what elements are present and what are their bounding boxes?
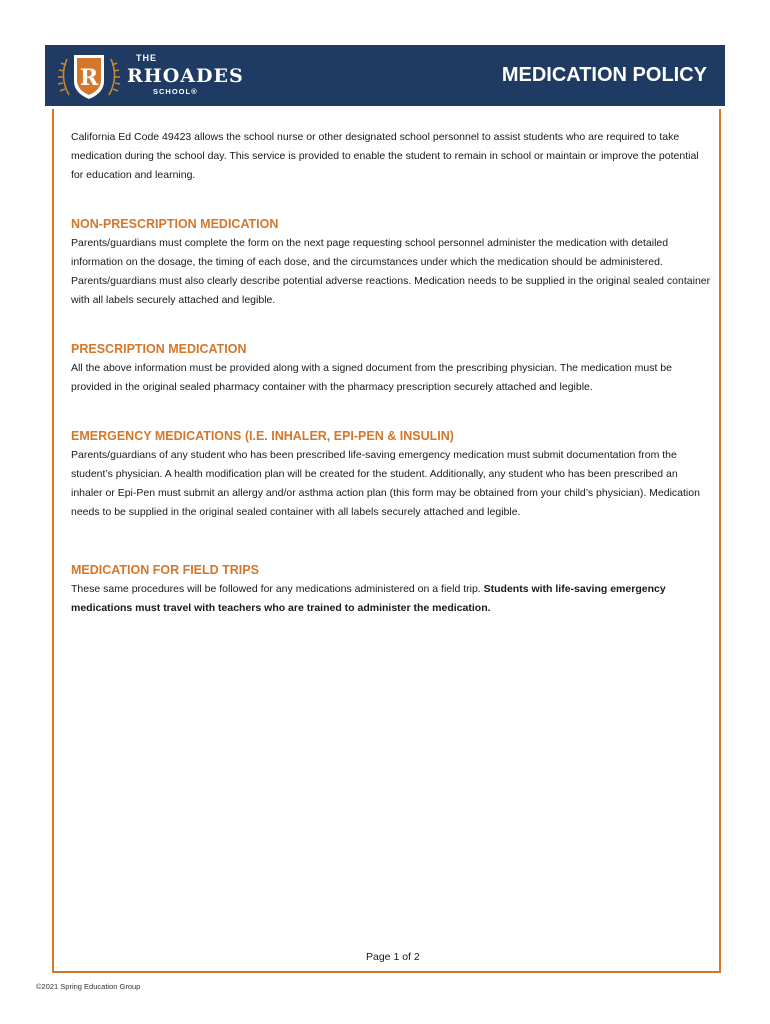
section-body-prescription: All the above information must be provided along with a signed document from the prescribing physician. The medication must be provided in the original sealed pharmacy container with the pharmacy prescription securely attached and legible.	[71, 362, 672, 393]
section-heading-nonprescription: NON-PRESCRIPTION MEDICATION	[71, 217, 279, 231]
logo-letter: R	[79, 65, 99, 91]
footer-copyright: ©2021 Spring Education Group	[36, 982, 141, 991]
logo-the: THE	[136, 53, 157, 63]
logo-name: RHOADES	[127, 65, 244, 87]
section-heading-field-trips: MEDICATION FOR FIELD TRIPS	[71, 563, 259, 577]
section-body-emergency: Parents/guardians of any student who has been prescribed life-saving emergency medication must submit documentation from the student’s physician. A health modification plan will be created for the student. Additionally, any student who has been prescribed an inhaler or Epi-Pen must submit an allergy and/or asthma action plan (this form may be obtained from your child’s physician). Medication needs to be supplied in the original sealed container with all labels securely attached and legible.	[71, 449, 700, 518]
page-header	[45, 45, 725, 106]
intro-paragraph: California Ed Code 49423 allows the school nurse or other designated school personnel to assist students who are required to take medication during the school day. This service is provided to enable the student to remain in school or maintain or improve the potential for education and learning.	[71, 131, 699, 181]
field-trips-text: These same procedures will be followed for any medications administered on a field trip.	[71, 583, 484, 595]
section-heading-emergency: EMERGENCY MEDICATIONS (I.E. INHALER, EPI-PEN & INSULIN)	[71, 429, 454, 443]
logo-school: SCHOOL®	[153, 87, 198, 96]
document-body	[71, 128, 711, 618]
section-body-field-trips	[71, 580, 711, 618]
school-logo	[53, 49, 243, 103]
page-title: MEDICATION POLICY	[501, 64, 707, 86]
page-number: Page 1 of 2	[366, 951, 420, 963]
field-trips-bold-text: Students with life-saving emergency medications must travel with teachers who are trained to administer the medication.	[71, 583, 666, 614]
section-heading-prescription: PRESCRIPTION MEDICATION	[71, 342, 247, 356]
section-body-nonprescription: Parents/guardians must complete the form on the next page requesting school personnel administer the medication with detailed information on the dosage, the timing of each dose, and the circumstances under which the medication should be administered. Parents/guardians must also clearly describe potential adverse reactions. Medication needs to be supplied in the original sealed container with all labels securely attached and legible.	[71, 237, 711, 306]
